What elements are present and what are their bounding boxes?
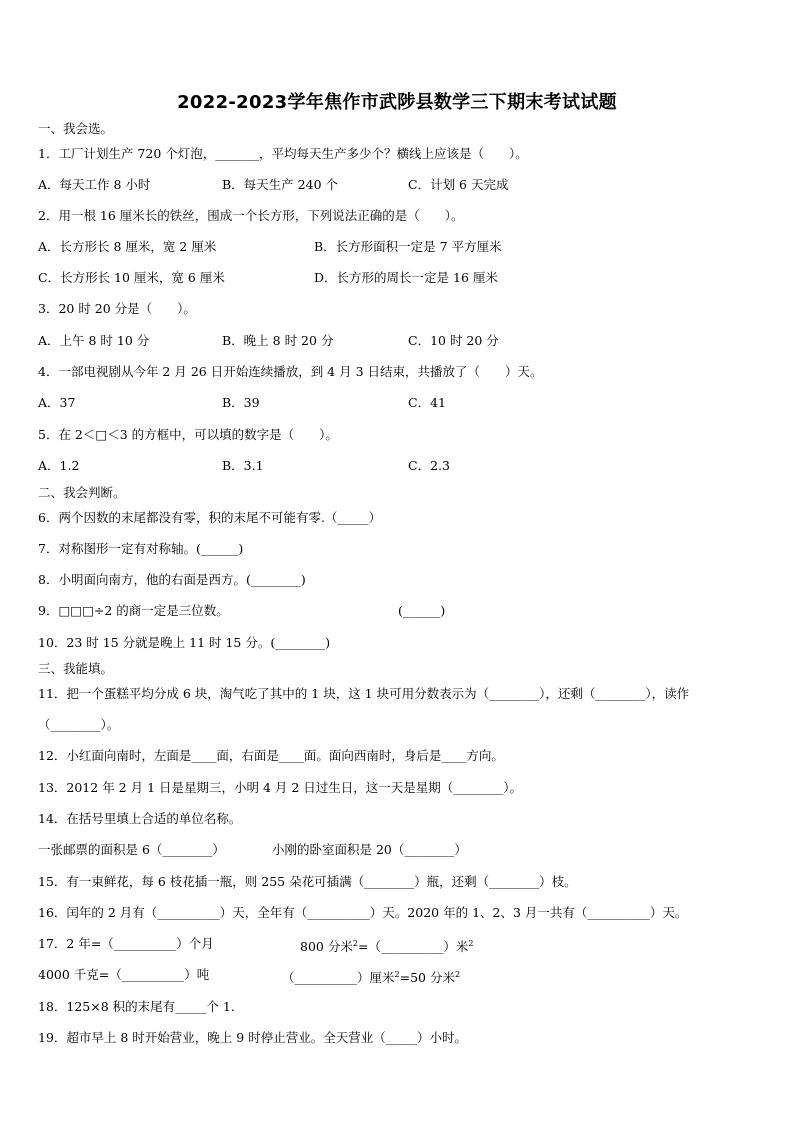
question-10: 10．23 时 15 分就是晚上 11 时 15 分。(________) [38,635,331,650]
question-7: 7．对称图形一定有对称轴。(______) [38,541,244,556]
question-17-b: 800 分米$^2$=（__________）米$^2$ [300,939,474,954]
section-heading-1: 一、我会选。 [38,121,114,136]
question-15: 15．有一束鲜花，每 6 枝花插一瓶，则 255 朵花可插满（________）瓶，还剩（________）枝。 [38,874,577,889]
question-17-a: 17．2 年=（__________）个月 [38,936,214,951]
q4-option-b: B．39 [222,395,260,410]
question-17-c: 4000 千克=（__________）吨 [38,967,210,982]
q1-option-c: C．计划 6 天完成 [408,177,509,192]
question-11-line-2: （________）。 [38,717,120,732]
question-14: 14．在括号里填上合适的单位名称。 [38,811,242,826]
section-heading-3: 三、我能填。 [38,661,114,676]
q3-option-c: C．10 时 20 分 [408,333,499,348]
question-3: 3．20 时 20 分是（ ）。 [38,301,196,316]
question-14-right: 小刚的卧室面积是 20（________） [272,842,467,857]
question-14-left: 一张邮票的面积是 6（________） [38,842,225,857]
q1-option-b: B．每天生产 240 个 [222,177,338,192]
question-6: 6．两个因数的末尾都没有零，积的末尾不可能有零.（_____） [38,510,382,525]
question-11-line-1: 11．把一个蛋糕平均分成 6 块，淘气吃了其中的 1 块，这 1 块可用分数表示为（________），还剩（________），读作 [38,686,690,701]
question-9: 9．□□□÷2 的商一定是三位数。 [38,603,229,618]
section-heading-2: 二、我会判断。 [38,485,126,500]
question-8: 8．小明面向南方，他的右面是西方。(________) [38,572,306,587]
q2-option-d: D．长方形的周长一定是 16 厘米 [314,270,498,285]
question-2: 2．用一根 16 厘米长的铁丝，围成一个长方形，下列说法正确的是（ ）。 [38,208,464,223]
question-18: 18．125×8 积的末尾有_____个 1. [38,999,235,1014]
question-4: 4．一部电视剧从今年 2 月 26 日开始连续播放，到 4 月 3 日结束，共播放了（ ）天。 [38,364,543,379]
question-12: 12．小红面向南时，左面是____面，右面是____面。面向西南时，身后是____方向。 [38,748,504,763]
q4-option-c: C．41 [408,395,446,410]
question-16: 16．闰年的 2 月有（__________）天，全年有（__________）天。2020 年的 1、2、3 月一共有（__________）天。 [38,905,688,920]
q5-option-b: B．3.1 [222,458,264,473]
q5-option-a: A．1.2 [38,458,80,473]
q5-option-c: C．2.3 [408,458,450,473]
q2-option-b: B．长方形面积一定是 7 平方厘米 [314,239,502,254]
question-9-blank: (______) [398,603,446,618]
question-5: 5．在 2＜□＜3 的方框中，可以填的数字是（ ）。 [38,427,338,442]
q2-option-c: C．长方形长 10 厘米，宽 6 厘米 [38,270,225,285]
q2-option-a: A．长方形长 8 厘米，宽 2 厘米 [38,239,217,254]
q4-option-a: A．37 [38,395,76,410]
page-title: 2022-2023学年焦作市武陟县数学三下期末考试试题 [177,92,617,113]
q3-option-a: A．上午 8 时 10 分 [38,333,150,348]
question-1: 1．工厂计划生产 720 个灯泡，_______，平均每天生产多少个？横线上应该是（ ）。 [38,146,528,161]
q3-option-b: B．晚上 8 时 20 分 [222,333,334,348]
question-19: 19．超市早上 8 时开始营业，晚上 9 时停止营业。全天营业（_____）小时。 [38,1030,467,1045]
question-13: 13．2012 年 2 月 1 日是星期三，小明 4 月 2 日过生日，这一天是星期（________）。 [38,780,523,795]
q1-option-a: A．每天工作 8 小时 [38,177,151,192]
question-17-d: （__________）厘米$^2$=50 分米$^2$ [282,970,461,985]
